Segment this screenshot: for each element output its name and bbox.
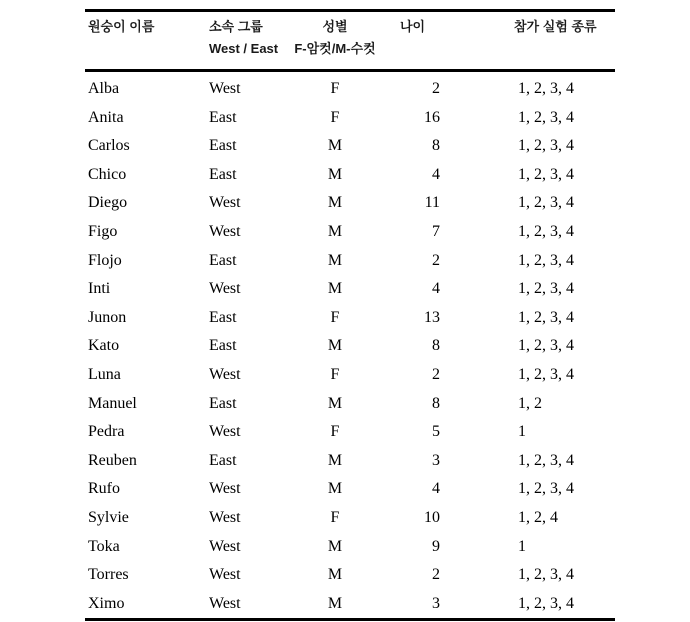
cell-experiments: 1, 2, 3, 4: [518, 308, 574, 326]
table-row: [85, 161, 615, 190]
table-row: [85, 447, 615, 476]
cell-age: 3: [432, 594, 440, 612]
cell-experiments: 1, 2, 3, 4: [518, 280, 574, 298]
column-header-name-label: 원숭이 이름: [88, 19, 155, 34]
cell-group: West: [209, 280, 241, 298]
cell-group: East: [209, 451, 237, 469]
cell-sex: F: [330, 308, 340, 326]
cell-experiments: 1: [518, 537, 526, 555]
cell-sex: M: [327, 566, 343, 584]
cell-age: 2: [432, 566, 440, 584]
cell-monkey-name: Ximo: [88, 594, 125, 612]
cell-group: West: [209, 423, 241, 441]
cell-age: 2: [432, 365, 440, 383]
cell-age: 16: [424, 108, 440, 126]
cell-group: West: [209, 566, 241, 584]
cell-sex: M: [327, 165, 343, 183]
table-row: [85, 189, 615, 218]
cell-sex: M: [327, 280, 343, 298]
cell-monkey-name: Manuel: [88, 394, 137, 412]
cell-group: East: [209, 308, 237, 326]
table-row: [85, 361, 615, 390]
cell-monkey-name: Pedra: [88, 423, 125, 441]
table-row: [85, 475, 615, 504]
cell-monkey-name: Reuben: [88, 451, 137, 469]
cell-sex: M: [327, 222, 343, 240]
cell-sex: M: [327, 480, 343, 498]
table-row: [85, 247, 615, 276]
column-header-sex-sublabel: F-암컷/M-수컷: [294, 41, 376, 56]
cell-age: 2: [432, 80, 440, 97]
cell-monkey-name: Rufo: [88, 480, 120, 498]
cell-experiments: 1, 2, 3, 4: [518, 137, 574, 155]
cell-age: 8: [432, 394, 440, 412]
cell-group: East: [209, 394, 237, 412]
cell-age: 5: [432, 423, 440, 441]
column-header-age: [385, 19, 440, 69]
table-row: [85, 132, 615, 161]
cell-age: 11: [424, 194, 440, 212]
column-header-sex: [285, 19, 385, 69]
cell-experiments: 1, 2, 3, 4: [518, 251, 574, 269]
cell-sex: M: [327, 451, 343, 469]
column-header-sex-label: 성별: [322, 19, 348, 34]
cell-monkey-name: Chico: [88, 165, 127, 183]
table-body: [85, 72, 615, 621]
cell-age: 4: [432, 280, 440, 298]
cell-monkey-name: Inti: [88, 280, 111, 298]
table-row: [85, 533, 615, 562]
table-row: [85, 390, 615, 419]
cell-experiments: 1, 2, 3, 4: [518, 80, 574, 97]
table-row: [85, 418, 615, 447]
table-row: [85, 104, 615, 133]
cell-group: West: [209, 594, 241, 612]
cell-sex: M: [327, 537, 343, 555]
cell-monkey-name: Alba: [88, 80, 120, 97]
cell-group: West: [209, 365, 241, 383]
cell-age: 2: [432, 251, 440, 269]
cell-group: East: [209, 251, 237, 269]
cell-age: 8: [432, 137, 440, 155]
cell-monkey-name: Carlos: [88, 137, 130, 155]
cell-sex: M: [327, 251, 343, 269]
cell-sex: M: [327, 337, 343, 355]
table-header: [85, 12, 615, 72]
cell-experiments: 1, 2, 3, 4: [518, 337, 574, 355]
cell-experiments: 1, 2, 3, 4: [518, 594, 574, 612]
table-row: [85, 275, 615, 304]
cell-group: West: [209, 194, 241, 212]
cell-group: East: [209, 165, 237, 183]
table-row: [85, 75, 615, 104]
cell-sex: F: [330, 423, 340, 441]
cell-group: West: [209, 80, 241, 97]
cell-group: East: [209, 108, 237, 126]
cell-experiments: 1, 2: [518, 394, 542, 412]
cell-group: West: [209, 508, 241, 526]
cell-experiments: 1, 2, 3, 4: [518, 108, 574, 126]
cell-age: 4: [432, 165, 440, 183]
cell-group: West: [209, 537, 241, 555]
cell-monkey-name: Flojo: [88, 251, 122, 269]
cell-experiments: 1, 2, 3, 4: [518, 194, 574, 212]
column-header-experiments-label: 참가 실험 종류: [514, 19, 597, 34]
cell-sex: F: [330, 80, 340, 97]
table-row: [85, 304, 615, 333]
cell-sex: F: [330, 365, 340, 383]
cell-sex: M: [327, 137, 343, 155]
cell-experiments: 1, 2, 3, 4: [518, 365, 574, 383]
cell-experiments: 1, 2, 3, 4: [518, 451, 574, 469]
cell-experiments: 1, 2, 3, 4: [518, 165, 574, 183]
cell-sex: F: [330, 108, 340, 126]
cell-monkey-name: Figo: [88, 222, 118, 240]
cell-age: 9: [432, 537, 440, 555]
cell-age: 7: [432, 222, 440, 240]
table-row: [85, 218, 615, 247]
cell-monkey-name: Sylvie: [88, 508, 129, 526]
column-header-group-sublabel: West / East: [209, 41, 279, 56]
cell-age: 4: [432, 480, 440, 498]
cell-experiments: 1, 2, 3, 4: [518, 480, 574, 498]
cell-monkey-name: Torres: [88, 566, 129, 584]
cell-experiments: 1, 2, 4: [518, 508, 558, 526]
cell-group: East: [209, 137, 237, 155]
cell-monkey-name: Kato: [88, 337, 120, 355]
table-row: [85, 590, 615, 619]
cell-age: 8: [432, 337, 440, 355]
cell-sex: M: [327, 394, 343, 412]
cell-sex: M: [327, 194, 343, 212]
cell-sex: M: [327, 594, 343, 612]
cell-group: East: [209, 337, 237, 355]
table-row: [85, 332, 615, 361]
table-row: [85, 561, 615, 590]
table-row: [85, 504, 615, 533]
column-header-experiments: [440, 19, 615, 69]
cell-age: 13: [424, 308, 440, 326]
cell-age: 3: [432, 451, 440, 469]
column-header-group: [209, 19, 285, 69]
cell-group: West: [209, 222, 241, 240]
cell-experiments: 1: [518, 423, 526, 441]
cell-experiments: 1, 2, 3, 4: [518, 566, 574, 584]
monkey-table: [85, 9, 615, 621]
column-header-name: [85, 19, 209, 69]
column-header-age-label: 나이: [399, 19, 426, 34]
cell-age: 10: [424, 508, 440, 526]
cell-monkey-name: Diego: [88, 194, 128, 212]
column-header-group-label: 소속 그룹: [209, 19, 263, 34]
cell-monkey-name: Toka: [88, 537, 120, 555]
cell-group: West: [209, 480, 241, 498]
cell-experiments: 1, 2, 3, 4: [518, 222, 574, 240]
cell-monkey-name: Luna: [88, 365, 121, 383]
cell-sex: F: [330, 508, 340, 526]
cell-monkey-name: Junon: [88, 308, 127, 326]
cell-monkey-name: Anita: [88, 108, 124, 126]
